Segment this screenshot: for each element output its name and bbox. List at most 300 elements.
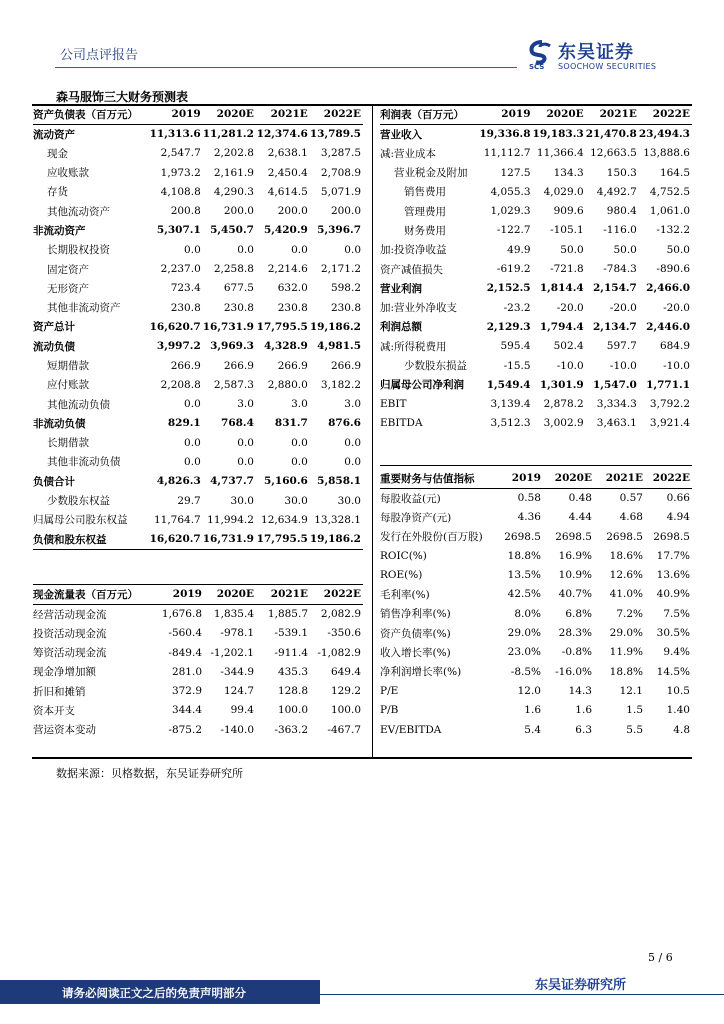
- cell-value: 150.3: [606, 166, 637, 179]
- cell-value: 0.0: [344, 436, 361, 449]
- table-row: [33, 662, 363, 681]
- cell-value: 5.4: [524, 723, 541, 736]
- cell-value: 50.0: [666, 243, 690, 256]
- row-label: 发行在外股份(百万股): [380, 531, 483, 544]
- page-title: 森马服饰三大财务预测表: [56, 90, 189, 104]
- cell-value: 2,466.0: [646, 282, 690, 295]
- cell-value: 129.2: [330, 685, 361, 698]
- cell-value: 11,112.7: [483, 147, 531, 160]
- column-header: 2019: [492, 469, 543, 488]
- cell-value: 14.3: [568, 684, 592, 697]
- cell-value: 30.0: [284, 494, 308, 507]
- cell-value: 4.94: [666, 511, 690, 524]
- row-label: ROIC(%): [380, 549, 427, 562]
- cell-value: 909.6: [553, 205, 584, 218]
- row-label: 长期股权投资: [47, 244, 110, 257]
- row-label: 营运资本变动: [33, 724, 96, 737]
- cell-value: 2,129.3: [486, 320, 531, 333]
- table-row: [380, 201, 692, 220]
- cell-value: -0.8%: [561, 646, 592, 659]
- table-row: [33, 491, 363, 510]
- cell-value: -849.4: [168, 646, 202, 659]
- table-row: [33, 317, 363, 336]
- table-row: [33, 375, 363, 394]
- cell-value: 13,789.5: [309, 128, 361, 141]
- cell-value: 4,614.5: [267, 185, 308, 198]
- cell-value: 16,731.9: [202, 533, 254, 546]
- table-row: [33, 604, 363, 623]
- cell-value: 6.8%: [565, 607, 592, 620]
- row-label: 净利润增长率(%): [380, 666, 462, 679]
- cell-value: 4,752.5: [649, 185, 690, 198]
- cell-value: 829.1: [167, 417, 201, 430]
- cell-value: 11,313.6: [149, 128, 201, 141]
- balance-sheet-table: [33, 105, 363, 549]
- balance-sheet-body: [33, 105, 363, 549]
- cell-value: 768.4: [221, 417, 254, 430]
- cell-value: -20.0: [609, 301, 637, 314]
- cell-value: 1,835.4: [213, 608, 254, 621]
- cell-value: 2698.5: [606, 530, 643, 543]
- row-label: 长期借款: [47, 437, 89, 450]
- row-label: 少数股东损益: [404, 360, 467, 372]
- column-header: 2022E: [639, 105, 692, 124]
- cell-value: 230.8: [223, 301, 254, 314]
- cell-value: 30.0: [230, 494, 254, 507]
- cell-value: 1.40: [666, 704, 690, 717]
- cell-value: 23,494.3: [638, 128, 690, 141]
- row-label: 负债合计: [33, 475, 75, 488]
- column-header: 2022E: [310, 105, 363, 124]
- cell-value: 2698.5: [504, 530, 541, 543]
- cell-value: -1,202.1: [210, 646, 254, 659]
- cell-value: 16,620.7: [149, 320, 201, 333]
- cell-value: 23.0%: [507, 646, 541, 659]
- cell-value: 2,208.8: [160, 378, 201, 391]
- table-row: [380, 375, 692, 394]
- row-label: 折旧和摊销: [33, 685, 86, 698]
- cell-value: 3,512.3: [490, 417, 531, 430]
- cell-value: 0.57: [619, 492, 643, 505]
- row-label: 其他流动资产: [47, 205, 110, 218]
- row-label: 加:投资净收益: [380, 244, 447, 257]
- cell-value: -116.0: [603, 224, 637, 237]
- cell-value: 40.7%: [558, 588, 592, 601]
- row-label: 筹资活动现金流: [33, 647, 107, 660]
- cell-value: 3,997.2: [156, 340, 201, 353]
- footer-firm-name: 东吴证券研究所: [535, 978, 627, 993]
- cell-value: 6.3: [575, 723, 592, 736]
- cash-flow-body: [33, 585, 363, 739]
- row-label: 资产负债率(%): [380, 627, 451, 640]
- logo-mark-text: SCS: [529, 63, 545, 70]
- table-row: [33, 298, 363, 317]
- row-label: 存货: [47, 186, 68, 199]
- cell-value: 10.5: [666, 684, 690, 697]
- table-header-row: [33, 105, 363, 124]
- cell-value: 2,446.0: [646, 320, 690, 333]
- cell-value: 677.5: [223, 282, 254, 295]
- report-type-title: 公司点评报告: [60, 48, 139, 63]
- row-label: 归属母公司净利润: [380, 379, 464, 392]
- table-row: [380, 643, 692, 662]
- row-label: 非流动资产: [33, 224, 86, 237]
- row-label: 减:营业成本: [380, 147, 437, 160]
- cell-value: 1.5: [626, 704, 643, 717]
- cell-value: 4,328.9: [263, 340, 308, 353]
- column-header: 资产负债表（百万元）: [33, 105, 147, 124]
- cell-value: 598.2: [330, 282, 361, 295]
- table-row: [380, 604, 692, 623]
- cell-value: 266.9: [277, 359, 308, 372]
- row-label: 无形资产: [47, 282, 89, 295]
- cell-value: 16,731.9: [202, 320, 254, 333]
- cell-value: -619.2: [496, 263, 531, 276]
- table-row: [33, 452, 363, 471]
- cell-value: 8.0%: [514, 607, 541, 620]
- column-header: 2019: [147, 105, 203, 124]
- cell-value: 17,795.5: [256, 320, 308, 333]
- logo-en: SOOCHOW SECURITIES: [558, 62, 657, 71]
- table-row: [380, 240, 692, 259]
- cell-value: 1,301.9: [539, 378, 584, 391]
- cell-value: 200.0: [277, 205, 308, 218]
- cell-value: 28.3%: [558, 627, 592, 640]
- balance-bottom-rule: [33, 549, 363, 550]
- column-header: 2021E: [256, 105, 310, 124]
- cell-value: 2,547.7: [160, 147, 201, 160]
- cell-value: 5,396.7: [317, 224, 361, 237]
- cell-value: 127.5: [500, 166, 531, 179]
- row-label: 流动资产: [33, 128, 75, 141]
- cell-value: -350.6: [327, 627, 361, 640]
- cell-value: -911.4: [274, 646, 308, 659]
- table-row: [33, 720, 363, 739]
- cell-value: -560.4: [168, 627, 202, 640]
- row-label: 现金净增加额: [33, 666, 96, 679]
- cell-value: 9.4%: [663, 646, 690, 659]
- cell-value: 2698.5: [555, 530, 592, 543]
- table-row: [33, 624, 363, 643]
- table-row: [380, 508, 692, 527]
- cell-value: -721.8: [550, 263, 584, 276]
- table-row: [380, 527, 692, 546]
- cell-value: 5,071.9: [320, 185, 361, 198]
- cell-value: 19,186.2: [309, 533, 361, 546]
- cell-value: 11.9%: [609, 646, 643, 659]
- cell-value: 200.8: [170, 205, 201, 218]
- cell-value: 1.6: [524, 704, 541, 717]
- table-row: [33, 510, 363, 529]
- column-header: 现金流量表（百万元）: [33, 585, 148, 604]
- row-label: 其他非流动负债: [47, 456, 121, 469]
- table-row: [33, 163, 363, 182]
- cell-value: -784.3: [603, 263, 637, 276]
- cell-value: 0.0: [237, 243, 254, 256]
- table-row: [380, 662, 692, 681]
- cell-value: 12,663.5: [590, 147, 637, 160]
- cell-value: 1,814.4: [539, 282, 584, 295]
- logo-cn: 东吴证券: [558, 42, 634, 63]
- cell-value: 0.0: [291, 243, 308, 256]
- row-label: 销售净利率(%): [380, 608, 451, 621]
- cell-value: 200.0: [330, 205, 361, 218]
- cell-value: 11,366.4: [536, 147, 584, 160]
- cell-value: -132.2: [656, 224, 690, 237]
- cell-value: -467.7: [327, 723, 361, 736]
- cell-value: 0.0: [344, 455, 361, 468]
- cell-value: 2,161.9: [213, 166, 254, 179]
- row-label: 减:所得税费用: [380, 340, 447, 353]
- table-row: [380, 701, 692, 720]
- table-row: [33, 337, 363, 356]
- table-row: [33, 472, 363, 491]
- table-row: [380, 394, 692, 413]
- row-label: 应付账款: [47, 379, 89, 392]
- cell-value: 0.0: [344, 243, 361, 256]
- cell-value: 2,082.9: [320, 608, 361, 621]
- cell-value: 1.6: [575, 704, 592, 717]
- table-row: [33, 259, 363, 278]
- cell-value: 1,549.4: [486, 378, 531, 391]
- row-label: 资产总计: [33, 321, 75, 334]
- column-header: 2020E: [533, 105, 586, 124]
- cell-value: 684.9: [659, 340, 690, 353]
- cell-value: 3.0: [237, 398, 254, 411]
- table-row: [380, 488, 692, 507]
- table-row: [380, 414, 692, 433]
- cell-value: 2,202.8: [213, 147, 254, 160]
- table-row: [33, 124, 363, 143]
- cell-value: 0.0: [291, 455, 308, 468]
- row-label: 营业税金及附加: [394, 167, 468, 180]
- cell-value: -10.0: [663, 359, 690, 372]
- cell-value: 0.0: [237, 455, 254, 468]
- income-bottom-rule: [380, 465, 692, 466]
- row-label: 资产减值损失: [380, 263, 443, 276]
- cell-value: 16.9%: [558, 549, 592, 562]
- table-row: [33, 433, 363, 452]
- cell-value: 2,237.0: [160, 263, 201, 276]
- table-row: [380, 163, 692, 182]
- cell-value: 2,708.9: [320, 166, 361, 179]
- table-row: [33, 279, 363, 298]
- key-ratios-table: [380, 469, 692, 739]
- cell-value: 1,794.4: [539, 320, 584, 333]
- cell-value: 0.0: [184, 455, 201, 468]
- cell-value: 5,450.7: [210, 224, 254, 237]
- cell-value: 18.8%: [507, 549, 541, 562]
- cell-value: 266.9: [223, 359, 254, 372]
- cell-value: 3.0: [291, 398, 308, 411]
- cell-value: 0.0: [237, 436, 254, 449]
- cell-value: -15.5: [503, 359, 531, 372]
- table-header-row: [380, 105, 692, 124]
- table-row: [380, 259, 692, 278]
- cell-value: 5,160.6: [263, 475, 308, 488]
- cell-value: 99.4: [230, 704, 254, 717]
- cell-value: 2,171.2: [320, 263, 361, 276]
- column-divider: [372, 104, 373, 757]
- column-header: 2022E: [645, 469, 692, 488]
- table-row: [380, 356, 692, 375]
- cell-value: 0.48: [568, 492, 592, 505]
- row-label: 利润总额: [380, 321, 422, 334]
- cell-value: 230.8: [330, 301, 361, 314]
- row-label: ROE(%): [380, 569, 423, 582]
- column-header: 2020E: [203, 105, 256, 124]
- cell-value: 723.4: [170, 282, 201, 295]
- table-row: [33, 221, 363, 240]
- table-row: [33, 144, 363, 163]
- row-label: 每股收益(元): [380, 492, 441, 505]
- column-header: 利润表（百万元）: [380, 105, 479, 124]
- cell-value: -105.1: [550, 224, 584, 237]
- row-label: 少数股东权益: [47, 495, 110, 508]
- cell-value: 3,921.4: [649, 417, 690, 430]
- cell-value: 100.0: [330, 704, 361, 717]
- cell-value: 1,029.3: [490, 205, 531, 218]
- cell-value: -8.5%: [510, 665, 541, 678]
- row-label: 应收账款: [47, 167, 89, 180]
- cell-value: 200.0: [223, 205, 254, 218]
- cell-value: 13.6%: [656, 569, 690, 582]
- company-logo: [528, 40, 678, 72]
- table-row: [33, 201, 363, 220]
- cell-value: 4.44: [568, 511, 592, 524]
- cell-value: 1,676.8: [161, 608, 202, 621]
- cell-value: 3,792.2: [649, 398, 690, 411]
- cell-value: 50.0: [613, 243, 637, 256]
- cell-value: 18.8%: [609, 665, 643, 678]
- table-header-row: [380, 469, 692, 488]
- cell-value: 632.0: [277, 282, 308, 295]
- cell-value: 230.8: [170, 301, 201, 314]
- cell-value: 128.8: [277, 685, 308, 698]
- cell-value: 230.8: [277, 301, 308, 314]
- table-row: [380, 681, 692, 700]
- row-label: 非流动负债: [33, 417, 86, 430]
- cell-value: 2,878.2: [543, 398, 584, 411]
- cell-value: 2,134.7: [593, 320, 637, 333]
- data-source-note: 数据来源：贝格数据，东吴证券研究所: [56, 767, 243, 780]
- cell-value: 12,374.6: [256, 128, 308, 141]
- cell-value: 11,994.2: [207, 513, 254, 526]
- cell-value: 49.9: [507, 243, 531, 256]
- row-label: 其他流动负债: [47, 398, 110, 411]
- table-row: [380, 221, 692, 240]
- cell-value: 2,154.7: [593, 282, 637, 295]
- table-row: [380, 546, 692, 565]
- table-row: [380, 298, 692, 317]
- cell-value: -539.1: [274, 627, 308, 640]
- column-header: 2020E: [543, 469, 594, 488]
- cell-value: -20.0: [556, 301, 584, 314]
- cell-value: 42.5%: [507, 588, 541, 601]
- cell-value: 17,795.5: [256, 533, 308, 546]
- table-row: [380, 337, 692, 356]
- cell-value: 4.68: [619, 511, 643, 524]
- cell-value: -1,082.9: [317, 646, 361, 659]
- cell-value: 29.7: [177, 494, 201, 507]
- cell-value: 2,450.4: [267, 166, 308, 179]
- header-divider: [55, 67, 517, 68]
- cell-value: 1,547.0: [593, 378, 637, 391]
- row-label: 投资活动现金流: [33, 627, 107, 640]
- cell-value: 3,002.9: [543, 417, 584, 430]
- cell-value: 18.6%: [609, 549, 643, 562]
- cell-value: 2,152.5: [486, 282, 531, 295]
- table-row: [380, 623, 692, 642]
- row-label: 毛利率(%): [380, 588, 430, 601]
- cash-top-rule: [33, 584, 363, 585]
- table-row: [380, 585, 692, 604]
- table-row: [380, 124, 692, 143]
- cell-value: 12,634.9: [261, 513, 308, 526]
- table-row: [33, 182, 363, 201]
- cell-value: 50.0: [560, 243, 584, 256]
- row-label: 流动负债: [33, 340, 75, 353]
- table-header-row: [33, 585, 363, 604]
- cell-value: 3,463.1: [596, 417, 637, 430]
- cell-value: 0.0: [184, 436, 201, 449]
- cell-value: 29.0%: [609, 627, 643, 640]
- cell-value: 19,336.8: [479, 128, 531, 141]
- cell-value: 2,258.8: [213, 263, 254, 276]
- table-row: [380, 565, 692, 584]
- column-header: 2019: [148, 585, 204, 604]
- cell-value: 3.0: [344, 398, 361, 411]
- cell-value: -10.0: [556, 359, 584, 372]
- cell-value: 13,328.1: [314, 513, 361, 526]
- tables-bottom-rule: [32, 757, 692, 759]
- table-row: [33, 701, 363, 720]
- cell-value: 30.0: [337, 494, 361, 507]
- cell-value: -875.2: [168, 723, 202, 736]
- key-ratios-body: [380, 469, 692, 739]
- column-header: 2022E: [310, 585, 363, 604]
- cell-value: 3,182.2: [320, 378, 361, 391]
- row-label: 营业利润: [380, 282, 422, 295]
- cell-value: 11,281.2: [202, 128, 254, 141]
- cell-value: 40.9%: [656, 588, 690, 601]
- cell-value: 3,287.5: [320, 147, 361, 160]
- cell-value: 10.9%: [558, 569, 592, 582]
- cell-value: 4,108.8: [160, 185, 201, 198]
- cell-value: 281.0: [171, 665, 202, 678]
- table-row: [33, 240, 363, 259]
- cell-value: 12.0: [517, 684, 541, 697]
- cell-value: 21,470.8: [585, 128, 637, 141]
- row-label: 收入增长率(%): [380, 646, 451, 659]
- cell-value: 4,981.5: [317, 340, 361, 353]
- cell-value: 2,214.6: [267, 263, 308, 276]
- cell-value: -978.1: [220, 627, 254, 640]
- cell-value: -16.0%: [555, 665, 592, 678]
- column-header: 2021E: [256, 585, 310, 604]
- cell-value: 0.0: [291, 436, 308, 449]
- cell-value: 0.58: [517, 492, 541, 505]
- cell-value: 1,973.2: [160, 166, 201, 179]
- cell-value: 5,307.1: [156, 224, 201, 237]
- row-label: 归属母公司股东权益: [33, 514, 128, 527]
- cell-value: 1,771.1: [646, 378, 690, 391]
- row-label: 经营活动现金流: [33, 608, 107, 621]
- cell-value: 12.1: [619, 684, 643, 697]
- cell-value: 502.4: [553, 340, 584, 353]
- column-header: 2021E: [594, 469, 645, 488]
- cell-value: 19,183.3: [532, 128, 584, 141]
